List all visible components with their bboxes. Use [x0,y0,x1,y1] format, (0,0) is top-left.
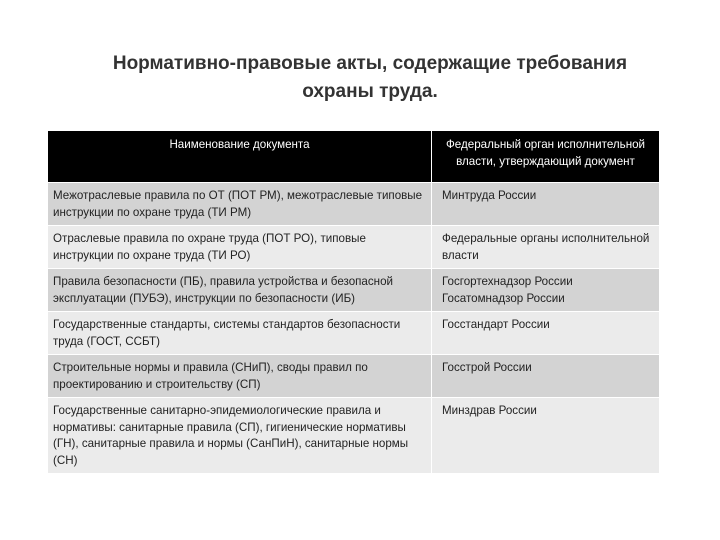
page-title [60,50,680,106]
authority-cell: Госстрой России [432,355,660,398]
table-row [48,312,660,355]
table-row [48,183,660,226]
table-row [48,355,660,398]
regulations-table [47,130,660,474]
document-name-cell: Строительные нормы и правила (СНиП), своды правил по проектированию и строительству (СП) [48,355,432,398]
document-name-cell: Отраслевые правила по охране труда (ПОТ РО), типовые инструкции по охране труда (ТИ РО) [48,226,432,269]
document-name-cell: Государственные санитарно-эпидемиологические правила и нормативы: санитарные правила (СП), гигиенические нормативы (ГН), санитарные правила и нормы (СанПиН), санитарные нормы (СН) [48,398,432,474]
header-federal-authority: Федеральный орган исполнительной власти, утверждающий документ [432,131,660,183]
document-name-cell: Межотраслевые правила по ОТ (ПОТ РМ), межотраслевые типовые инструкции по охране труда (ТИ РМ) [48,183,432,226]
header-document-name: Наименование документа [48,131,432,183]
authority-cell: Госгортехнадзор России Госатомнадзор России [432,269,660,312]
authority-cell: Минздрав России [432,398,660,474]
page-title-line-1: Нормативно-правовые акты, содержащие требования [112,53,628,74]
table-row [48,226,660,269]
table-row [48,398,660,474]
page-title-line-2: охраны труда. [302,81,438,102]
document-name-cell: Государственные стандарты, системы стандартов безопасности труда (ГОСТ, ССБТ) [48,312,432,355]
authority-cell: Госстандарт России [432,312,660,355]
authority-cell: Федеральные органы исполнительной власти [432,226,660,269]
table-row [48,269,660,312]
document-name-cell: Правила безопасности (ПБ), правила устройства и безопасной эксплуатации (ПУБЭ), инструкции по безопасности (ИБ) [48,269,432,312]
authority-cell: Минтруда России [432,183,660,226]
table-header-row [48,131,660,183]
